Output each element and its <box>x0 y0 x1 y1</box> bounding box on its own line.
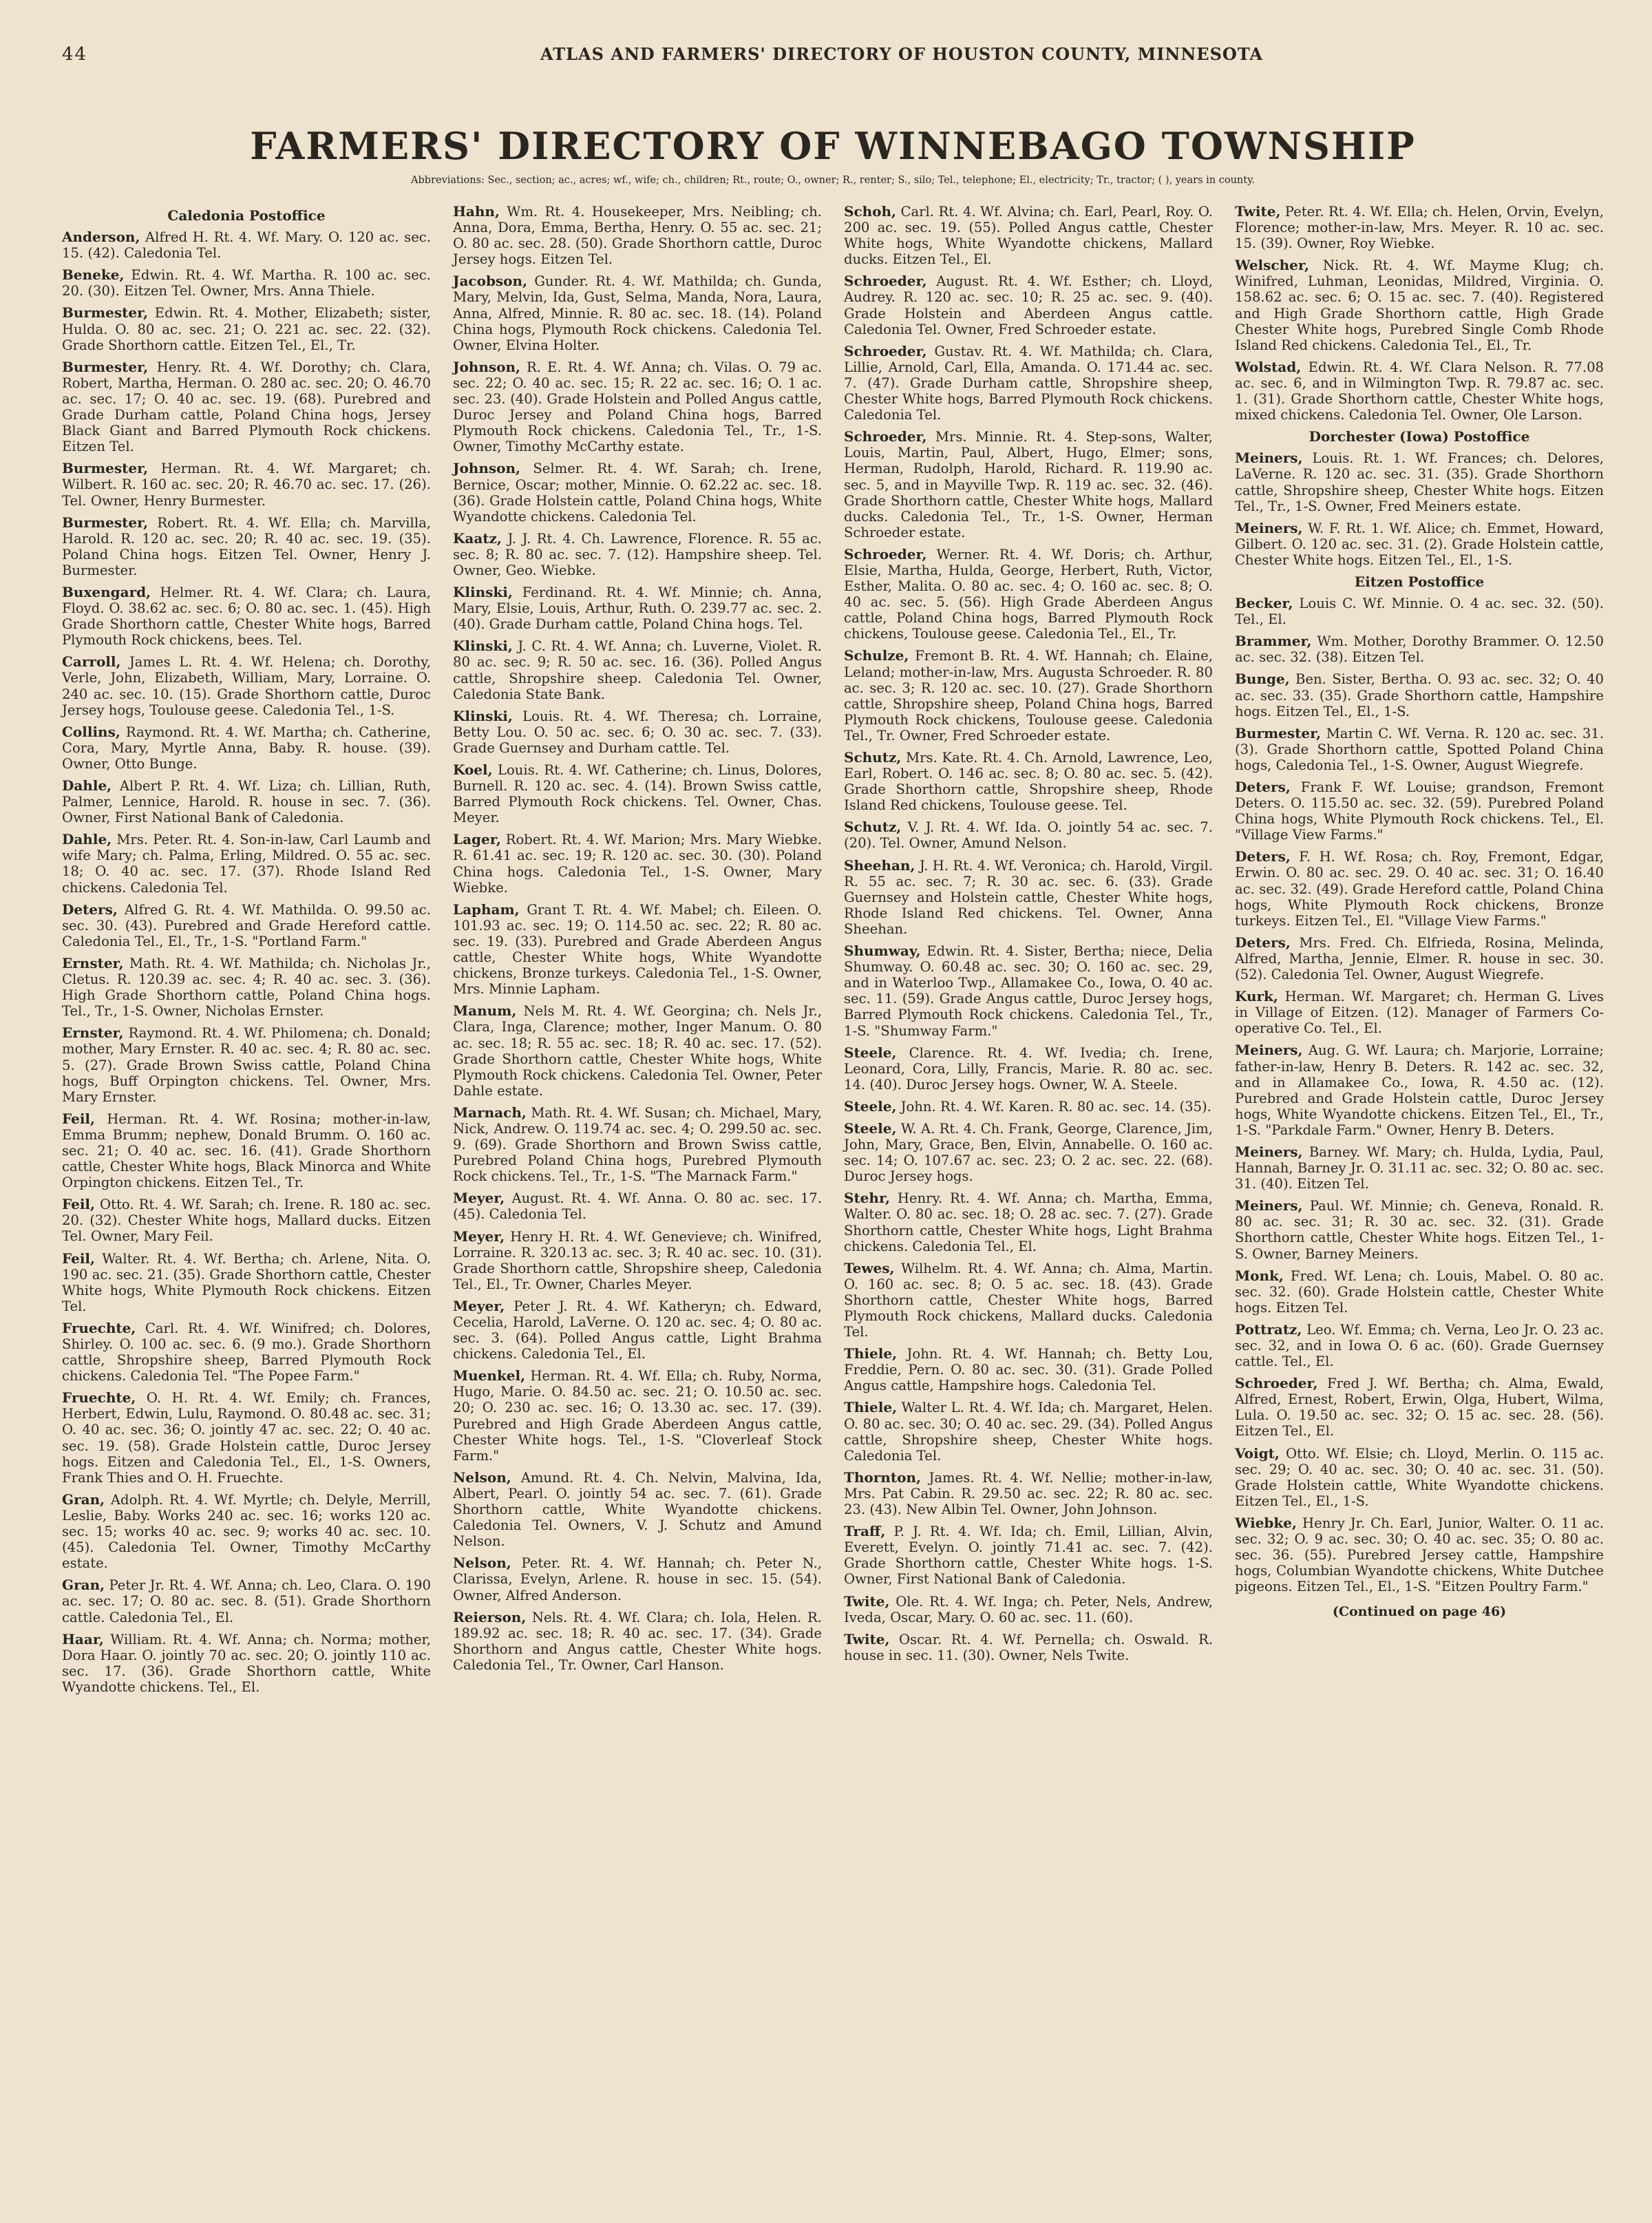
directory-entry <box>453 531 822 578</box>
entry-details: Barney. Wf. Mary; ch. Hulda, Lydia, Paul, Hannah, Barney Jr. O. 31.11 ac. sec. 32; O. 80 ac. sec. 31. (40). Eitzen Tel. <box>1235 1144 1604 1192</box>
entry-surname: Twite, <box>844 1630 890 1647</box>
entry-surname: Schroeder, <box>844 545 927 562</box>
entry-details: Edwin. Rt. 4. Sister, Bertha; niece, Delia Shumway. O. 60.48 ac. sec. 30; O. 160 ac. sec. 29, and in Waterloo Twp., Allamakee Co., Iowa, O. 40 ac. sec. 11. (59). Grade Angus cattle, Duroc Jersey hogs, Barred Plymouth Rock chickens. Caledonia Tel., Tr., 1-S. "Shumway Farm." <box>844 943 1213 1039</box>
directory-entry <box>453 584 822 632</box>
entry-details: F. H. Wf. Rosa; ch. Roy, Fremont, Edgar, Erwin. O. 80 ac. sec. 29. O. 40 ac. sec. 31; O. 16.40 ac. sec. 32. (49). Grade Hereford cattle, Poland China hogs, White Plymouth Rock chickens, Bronze turkeys. Eitzen Tel., El. "Village View Farms." <box>1235 849 1604 929</box>
entry-surname: Reierson, <box>453 1608 527 1625</box>
entry-surname: Lapham, <box>453 900 520 918</box>
directory-entry <box>62 1492 431 1571</box>
directory-entry <box>453 273 822 352</box>
postoffice-heading: Eitzen Postoffice <box>1354 573 1485 590</box>
directory-entry <box>1235 1515 1604 1594</box>
entry-surname: Meiners, <box>1235 1143 1303 1160</box>
entry-surname: Voigt, <box>1235 1444 1280 1462</box>
entry-details: Wilhelm. Rt. 4. Wf. Anna; ch. Alma, Martin. O. 160 ac. sec. 8; O. 5 ac. sec. 18. (43). Grade Shorthorn cattle, Chester White hogs, Barred Plymouth Rock chickens, Mallard ducks. Caledonia Tel. <box>844 1260 1213 1340</box>
entry-surname: Schoh, <box>844 203 897 220</box>
directory-entry <box>844 1346 1213 1393</box>
directory-entry <box>1235 1446 1604 1509</box>
entry-details: Herman. Rt. 4. Wf. Rosina; mother-in-law, Emma Brumm; nephew, Donald Brumm. O. 160 ac. sec. 21; O. 40 ac. sec. 16. (41). Grade Shorthorn cattle, Chester White hogs, Black Minorca and White Orpington chickens. Eitzen Tel., Tr. <box>62 1110 431 1191</box>
directory-entry <box>844 1099 1213 1115</box>
entry-details: Werner. Rt. 4. Wf. Doris; ch. Arthur, Elsie, Martha, Hulda, George, Herbert, Ruth, Victor, Esther, Malita. O. 80 ac. sec. 4; O. 160 ac. sec. 8; O. 40 ac. sec. 5. (56). High Grade Aberdeen Angus cattle, Poland China hogs, Barred Plymouth Rock chickens, Toulouse geese. Caledonia Tel., El., Tr. <box>844 546 1213 642</box>
running-header <box>62 34 1604 69</box>
directory-entry <box>62 1632 431 1695</box>
entry-surname: Wolstad, <box>1235 358 1302 375</box>
directory-entry <box>453 1368 822 1464</box>
entry-details: Mrs. Peter. Rt. 4. Son-in-law, Carl Laumb and wife Mary; ch. Palma, Erling, Mildred. O. 55 ac. sec. 18; O. 40 ac. sec. 17. (37). Rhode Island Red chickens. Caledonia Tel. <box>62 832 431 896</box>
directory-entry <box>844 1190 1213 1254</box>
entry-details: Mrs. Minnie. Rt. 4. Step-sons, Walter, Louis, Martin, Paul, Albert, Hugo, Elmer; sons, Herman, Rudolph, Harold, Richard. R. 119.90 ac. sec. 5, and in Mayville Twp. R. 119 ac. sec. 32. (46). Grade Shorthorn cattle, Chester White hogs, Mallard ducks. Caledonia Tel., Tr., 1-S. Owner, Herman Schroeder estate. <box>844 429 1213 540</box>
page-title: FARMERS' DIRECTORY OF WINNEBAGO TOWNSHIP <box>250 124 1416 168</box>
entry-surname: Ernster, <box>62 1024 124 1042</box>
entry-details: Clarence. Rt. 4. Wf. Ivedia; ch. Irene, Leonard, Cora, Lilly, Francis, Marie. R. 80 ac. sec. 14. (40). Duroc Jersey hogs. Owner, W. A. Steele. <box>844 1044 1213 1093</box>
postoffice-heading: Dorchester (Iowa) Postoffice <box>1309 428 1530 445</box>
entry-surname: Klinski, <box>453 638 513 655</box>
entry-details: W. F. Rt. 1. Wf. Alice; ch. Emmet, Howard, Gilbert. O. 120 ac. sec. 31. (2). Grade Holstein cattle, Chester White hogs. Eitzen Tel., El., 1-S. <box>1235 520 1604 568</box>
entry-details: Peter. Rt. 4. Wf. Ella; ch. Helen, Orvin, Evelyn, Florence; mother-in-law, Mrs. Meyer. R. 10 ac. sec. 15. (39). Owner, Roy Wiebke. <box>1235 204 1604 252</box>
entry-surname: Schroeder, <box>844 428 927 445</box>
entry-surname: Nelson, <box>453 1468 511 1486</box>
entry-details: Henry. Rt. 4. Wf. Anna; ch. Martha, Emma, Walter. O. 80 ac. sec. 18; O. 28 ac. sec. 7. (27). Grade Shorthorn cattle, Chester White hogs, Light Brahma chickens. Caledonia Tel., El. <box>844 1190 1213 1254</box>
entry-surname: Bunge, <box>1235 671 1290 688</box>
entry-surname: Beneke, <box>62 266 125 284</box>
entry-details: Raymond. Rt. 4. Wf. Martha; ch. Catherine, Cora, Mary, Myrtle Anna, Baby. R. house. (39). Owner, Otto Bunge. <box>62 724 431 772</box>
entry-details: Math. Rt. 4. Wf. Mathilda; ch. Nicholas Jr., Cletus. R. 120.39 ac. sec. 4; R. 40 ac. sec. 3. (36). High Grade Shorthorn cattle, Poland China hogs. Tel., Tr., 1-S. Owner, Nicholas Ernster. <box>62 955 431 1020</box>
entry-details: Louis. Rt. 4. Wf. Theresa; ch. Lorraine, Betty Lou. O. 50 ac. sec. 6; O. 30 ac. sec. 7. (33). Grade Guernsey and Durham cattle. Tel. <box>453 708 822 756</box>
entry-surname: Pottratz, <box>1235 1320 1302 1338</box>
directory-entry <box>844 1400 1213 1463</box>
directory-entry <box>62 778 431 825</box>
directory-entry <box>844 819 1213 851</box>
directory-entry <box>1235 935 1604 982</box>
entry-details: Fremont B. Rt. 4. Wf. Hannah; ch. Elaine, Leland; mother-in-law, Mrs. Augusta Schroeder. R. 80 ac. sec. 3; R. 120 ac. sec. 10. (27). Grade Shorthorn cattle, Shropshire sheep, Poland China hogs, Barred Plymouth Rock chickens, Toulouse geese. Caledonia Tel., Tr. Owner, Fred Schroeder estate. <box>844 648 1213 744</box>
directory-entry <box>1235 1144 1604 1192</box>
directory-entry <box>1235 633 1604 665</box>
entry-surname: Fruechte, <box>62 1319 136 1336</box>
entry-details: August. Rt. 4. Wf. Esther; ch. Lloyd, Audrey. R. 120 ac. sec. 10; R. 25 ac. sec. 9. (40). Grade Holstein and Aberdeen Angus cattle. Caledonia Tel. Owner, Fred Schroeder estate. <box>844 273 1213 337</box>
directory-entry <box>844 648 1213 744</box>
directory-entry <box>453 638 822 702</box>
entry-surname: Schutz, <box>844 749 902 766</box>
entry-surname: Tewes, <box>844 1259 895 1276</box>
entry-surname: Haar, <box>62 1630 104 1647</box>
entry-details: Selmer. Rt. 4. Wf. Sarah; ch. Irene, Bernice, Oscar; mother, Minnie. O. 62.22 ac. sec. 18. (36). Grade Holstein cattle, Poland China hogs, White Wyandotte chickens. Caledonia Tel. <box>453 461 822 525</box>
directory-entry <box>1235 1268 1604 1316</box>
entry-surname: Dahle, <box>62 831 112 848</box>
entry-surname: Hahn, <box>453 203 500 220</box>
entry-details: J. H. Rt. 4. Wf. Veronica; ch. Harold, Virgil. R. 55 ac. sec. 7; R. 30 ac. sec. 6. (33). Grade Guernsey and Holstein cattle, Chester White hogs, Rhode Island Red chickens. Tel. Owner, Anna Sheehan. <box>844 857 1213 937</box>
entry-details: Wm. Rt. 4. Housekeeper, Mrs. Neibling; ch. Anna, Dora, Emma, Bertha, Henry. O. 55 ac. sec. 21; O. 80 ac. sec. 28. (50). Grade Shorthorn cattle, Duroc Jersey hogs. Eitzen Tel. <box>453 204 822 268</box>
entry-details: Math. Rt. 4. Wf. Susan; ch. Michael, Mary, Nick, Andrew. O. 119.74 ac. sec. 4; O. 299.50 ac. sec. 9. (69). Grade Shorthorn and Brown Swiss cattle, Purebred Poland China hogs, Purebred Plymouth Rock chickens. Tel., Tr., 1-S. "The Marnack Farm." <box>453 1104 822 1185</box>
entry-surname: Schroeder, <box>844 342 927 359</box>
entry-details: J. C. Rt. 4. Wf. Anna; ch. Luverne, Violet. R. 80 ac. sec. 9; R. 50 ac. sec. 16. (36). Polled Angus cattle, Shropshire sheep. Caledonia Tel. Owner, Caledonia State Bank. <box>453 638 822 702</box>
entry-surname: Burmester, <box>62 460 149 477</box>
directory-entry <box>844 1121 1213 1184</box>
entry-surname: Collins, <box>62 723 120 740</box>
entry-details: Aug. G. Wf. Laura; ch. Marjorie, Lorraine; father-in-law, Henry B. Deters. R. 142 ac. sec. 32, and in Allamakee Co., Iowa, R. 4.50 ac. (12). Purebred and Grade Holstein cattle, Duroc Jersey hogs, White Wyandotte chickens. Eitzen Tel., El., Tr., 1-S. "Parkdale Farm." Owner, Henry B. Deters. <box>1235 1042 1604 1138</box>
entry-surname: Ernster, <box>62 954 124 971</box>
directory-entry <box>62 359 431 455</box>
entry-details: Fred J. Wf. Bertha; ch. Alma, Ewald, Alfred, Ernest, Robert, Erwin, Olga, Hubert, Wilma, Lula. O. 19.50 ac. sec. 32; O. 15 ac. sec. 28. (56). Eitzen Tel., El. <box>1235 1376 1604 1440</box>
entry-surname: Feil, <box>62 1110 95 1127</box>
entry-details: Ferdinand. Rt. 4. Wf. Minnie; ch. Anna, Mary, Elsie, Louis, Arthur, Ruth. O. 239.77 ac. sec. 2. (40). Grade Durham cattle, Poland China hogs. Tel. <box>453 584 822 633</box>
entry-surname: Twite, <box>844 1592 890 1610</box>
entry-surname: Deters, <box>62 900 118 918</box>
entry-details: Raymond. Rt. 4. Wf. Philomena; ch. Donald; mother, Mary Ernster. R. 40 ac. sec. 4; R. 80 ac. sec. 5. (27). Grade Brown Swiss cattle, Poland China hogs, Buff Orpington chickens. Tel. Owner, Mrs. Mary Ernster. <box>62 1025 431 1105</box>
directory-entry <box>453 359 822 455</box>
directory-entry <box>453 708 822 756</box>
entry-surname: Klinski, <box>453 584 513 601</box>
column-2 <box>453 204 822 1701</box>
entry-details: Louis. Rt. 1. Wf. Frances; ch. Delores, LaVerne. R. 120 ac. sec. 31. (35). Grade Shorthorn cattle, Shropshire sheep, Chester White hogs. Eitzen Tel., Tr., 1-S. Owner, Fred Meiners estate. <box>1235 450 1604 514</box>
entry-details: Alfred H. Rt. 4. Wf. Mary. O. 120 ac. sec. 15. (42). Caledonia Tel. <box>62 229 431 262</box>
entry-details: Mrs. Fred. Ch. Elfrieda, Rosina, Melinda, Alfred, Martha, Jennie, Elmer. R. house in sec. 30. (52). Caledonia Tel. Owner, August Wiegrefe. <box>1235 934 1604 983</box>
entry-surname: Brammer, <box>1235 633 1312 650</box>
entry-details: Amund. Rt. 4. Ch. Nelvin, Malvina, Ida, Albert, Pearl. O. jointly 54 ac. sec. 7. (61). Grade Shorthorn cattle, White Wyandotte chickens. Caledonia Tel. Owners, V. J. Schutz and Amund Nelson. <box>453 1469 822 1550</box>
entry-details: Albert P. Rt. 4. Wf. Liza; ch. Lillian, Ruth, Palmer, Lennice, Harold. R. house in sec. 7. (36). Owner, First National Bank of Caledonia. <box>62 778 431 826</box>
directory-entry <box>62 515 431 578</box>
entry-surname: Schutz, <box>844 819 902 836</box>
entry-details: J. J. Rt. 4. Ch. Lawrence, Florence. R. 55 ac. sec. 8; R. 80 ac. sec. 7. (12). Hampshire sheep. Tel. Owner, Geo. Wiebke. <box>453 530 822 578</box>
entry-details: Otto. Rt. 4. Wf. Sarah; ch. Irene. R. 180 ac. sec. 20. (32). Chester White hogs, Mallard ducks. Eitzen Tel. Owner, Mary Feil. <box>62 1197 431 1245</box>
entry-details: James L. Rt. 4. Wf. Helena; ch. Dorothy, Verle, John, Elizabeth, William, Mary, Lorraine. O. 240 ac. sec. 10. (15). Grade Shorthorn cattle, Duroc Jersey hogs, Toulouse geese. Caledonia Tel., 1-S. <box>62 654 431 718</box>
directory-entry <box>1235 671 1604 719</box>
entry-details: P. J. Rt. 4. Wf. Ida; ch. Emil, Lillian, Alvin, Everett, Evelyn. O. jointly 71.41 ac. sec. 7. (42). Grade Shorthorn cattle, Chester White hogs. 1-S. Owner, First National Bank of Caledonia. <box>844 1524 1213 1588</box>
entry-surname: Carroll, <box>62 653 121 671</box>
entry-surname: Lager, <box>453 831 501 848</box>
directory-entry <box>1235 779 1604 843</box>
entry-details: Henry. Rt. 4. Wf. Dorothy; ch. Clara, Robert, Martha, Herman. O. 280 ac. sec. 20; O. 46.70 ac. sec. 17; O. 40 ac. sec. 19. (68). Purebred and Grade Durham cattle, Poland China hogs, Jersey Black Giant and Barred Plymouth Rock chickens. Eitzen Tel. <box>62 359 431 455</box>
directory-entry <box>453 762 822 825</box>
directory-entry <box>62 654 431 717</box>
entry-surname: Shumway, <box>844 942 921 960</box>
entry-surname: Thornton, <box>844 1468 921 1486</box>
entry-details: Edwin. Rt. 4. Mother, Elizabeth; sister, Hulda. O. 80 ac. sec. 21; O. 221 ac. sec. 22. (32). Grade Shorthorn cattle. Eitzen Tel., El., Tr. <box>62 305 431 353</box>
entry-surname: Burmester, <box>62 304 149 322</box>
entry-surname: Koel, <box>453 761 493 778</box>
directory-entry <box>1235 520 1604 568</box>
atlas-title: ATLAS AND FARMERS' DIRECTORY OF HOUSTON COUNTY, MINNESOTA <box>540 44 1263 64</box>
directory-entry <box>453 1555 822 1603</box>
entry-details: Nels M. Rt. 4. Wf. Georgina; ch. Nels Jr., Clara, Inga, Clarence; mother, Inger Manum. O. 80 ac. sec. 18; R. 55 ac. sec. 18; R. 40 ac. sec. 17. (52). Grade Shorthorn cattle, Chester White hogs, White Plymouth Rock chickens. Caledonia Tel. Owner, Peter Dahle estate. <box>453 1003 822 1099</box>
entry-details: Edwin. Rt. 4. Wf. Clara Nelson. R. 77.08 ac. sec. 6, and in Wilmington Twp. R. 79.87 ac. sec. 1. (31). Grade Shorthorn cattle, Chester White hogs, mixed chickens. Caledonia Tel. Owner, Ole Larson. <box>1235 359 1604 423</box>
entry-details: Carl. Rt. 4. Wf. Alvina; ch. Earl, Pearl, Roy. O. 200 ac. sec. 19. (55). Polled Angus cattle, Chester White hogs, White Wyandotte chickens, Mallard ducks. Eitzen Tel., El. <box>844 204 1213 268</box>
entry-details: Walter. Rt. 4. Wf. Bertha; ch. Arlene, Nita. O. 190 ac. sec. 21. (35). Grade Shorthorn cattle, Chester White hogs, White Plymouth Rock chickens. Eitzen Tel. <box>62 1250 431 1314</box>
entry-details: Carl. Rt. 4. Wf. Winifred; ch. Dolores, Shirley. O. 100 ac. sec. 6. (9 mo.). Grade Shorthorn cattle, Shropshire sheep, Barred Plymouth Rock chickens. Caledonia Tel. "The Popee Farm." <box>62 1320 431 1384</box>
directory-entry <box>62 1577 431 1625</box>
directory-entry <box>844 858 1213 937</box>
entry-details: W. A. Rt. 4. Ch. Frank, George, Clarence, Jim, John, Mary, Grace, Ben, Elvin, Annabelle. O. 160 ac. sec. 14; O. 107.67 ac. sec. 23; O. 2 ac. sec. 22. (68). Duroc Jersey hogs. <box>844 1120 1213 1185</box>
entry-details: Mrs. Kate. Rt. 4. Ch. Arnold, Lawrence, Leo, Earl, Robert. O. 146 ac. sec. 8; O. 80 ac. sec. 5. (42). Grade Shorthorn cattle, Shropshire sheep, Rhode Island Red chickens, Toulouse geese. Tel. <box>844 750 1213 814</box>
directory-entry <box>844 344 1213 423</box>
directory-entry <box>453 1105 822 1184</box>
directory-entry <box>844 1045 1213 1093</box>
directory-entry <box>62 832 431 895</box>
entry-surname: Burmester, <box>62 358 149 375</box>
directory-entry <box>1235 989 1604 1036</box>
directory-entry <box>453 1229 822 1292</box>
entry-surname: Gran, <box>62 1490 105 1508</box>
directory-entry <box>453 204 822 267</box>
directory-entry <box>1235 1198 1604 1261</box>
directory-entry <box>453 1298 822 1362</box>
entry-surname: Meiners, <box>1235 1197 1303 1214</box>
entry-details: Henry Jr. Ch. Earl, Junior, Walter. O. 11 ac. sec. 32; O. 9 ac. sec. 30; O. 40 ac. sec. 35; O. 80 ac. sec. 36. (55). Purebred Jersey cattle, Hampshire hogs, Columbian Wyandotte chickens, White Dutchee pigeons. Eitzen Tel., El., 1-S. "Eitzen Poultry Farm." <box>1235 1515 1604 1595</box>
entry-surname: Meiners, <box>1235 1042 1303 1059</box>
directory-entry <box>62 1390 431 1486</box>
directory-entry <box>62 724 431 772</box>
directory-entry <box>62 461 431 508</box>
entry-details: John. Rt. 4. Wf. Hannah; ch. Betty Lou, Freddie, Pern. O. 80 ac. sec. 30. (31). Grade Polled Angus cattle, Hampshire hogs. Caledonia Tel. <box>844 1346 1213 1394</box>
directory-entry <box>453 461 822 524</box>
entry-surname: Schroeder, <box>844 273 927 290</box>
entry-surname: Anderson, <box>62 229 140 246</box>
entry-details: Walter L. Rt. 4. Wf. Ida; ch. Margaret, Helen. O. 80 ac. sec. 30; O. 40 ac. sec. 29. (34). Polled Angus cattle, Shropshire sheep, Chester White hogs. Caledonia Tel. <box>844 1400 1213 1464</box>
entry-surname: Meiners, <box>1235 519 1303 536</box>
entry-details: Leo. Wf. Emma; ch. Verna, Leo Jr. O. 23 ac. sec. 32, and in Iowa O. 6 ac. (60). Grade Guernsey cattle. Tel., El. <box>1235 1321 1604 1370</box>
directory-entry <box>1235 1042 1604 1138</box>
directory-entry <box>62 1197 431 1244</box>
directory-entry <box>844 1594 1213 1625</box>
entry-surname: Kurk, <box>1235 988 1278 1005</box>
postoffice-heading: Caledonia Postoffice <box>167 207 326 224</box>
directory-entry <box>62 956 431 1019</box>
entry-surname: Traff, <box>844 1523 886 1540</box>
entry-surname: Meyer, <box>453 1228 505 1245</box>
continued-note: (Continued on page 46) <box>1332 1604 1507 1620</box>
entry-details: Otto. Wf. Elsie; ch. Lloyd, Merlin. O. 115 ac. sec. 29; O. 40 ac. sec. 30; O. 40 ac. sec. 31. (50). Grade Holstein cattle, White Wyandotte chickens. Eitzen Tel., El., 1-S. <box>1235 1445 1604 1509</box>
entry-details: Helmer. Rt. 4. Wf. Clara; ch. Laura, Floyd. O. 38.62 ac. sec. 6; O. 80 ac. sec. 1. (45). High Grade Shorthorn cattle, Chester White hogs, Barred Plymouth Rock chickens, bees. Tel. <box>62 584 431 649</box>
entry-details: Louis. Rt. 4. Wf. Catherine; ch. Linus, Dolores, Burnell. R. 120 ac. sec. 4. (14). Brown Swiss cattle, Barred Plymouth Rock chickens. Tel. Owner, Chas. Meyer. <box>453 762 822 826</box>
directory-columns <box>62 204 1604 1701</box>
directory-entry <box>453 1610 822 1673</box>
entry-surname: Marnach, <box>453 1104 527 1121</box>
entry-surname: Deters, <box>1235 779 1291 795</box>
column-3 <box>844 204 1213 1701</box>
entry-surname: Steele, <box>844 1044 897 1061</box>
directory-entry <box>62 902 431 949</box>
column-1 <box>62 204 431 1701</box>
entry-surname: Becker, <box>1235 595 1293 612</box>
entry-surname: Johnson, <box>453 460 520 477</box>
directory-entry <box>453 1470 822 1549</box>
entry-details: John. Rt. 4. Wf. Karen. R. 80 ac. sec. 14. (35). <box>896 1098 1211 1115</box>
entry-surname: Gran, <box>62 1577 105 1594</box>
entry-details: Fred. Wf. Lena; ch. Louis, Mabel. O. 80 ac. sec. 32. (60). Grade Holstein cattle, Chester White hogs. Eitzen Tel. <box>1235 1267 1604 1316</box>
directory-entry <box>1235 596 1604 627</box>
directory-entry <box>1235 257 1604 353</box>
directory-entry <box>62 267 431 299</box>
entry-details: Robert. Rt. 4. Wf. Marion; Mrs. Mary Wiebke. R. 61.41 ac. sec. 19; R. 120 ac. sec. 30. (30). Poland China hogs. Caledonia Tel., 1-S. Owner, Mary Wiebke. <box>453 832 822 896</box>
entry-details: V. J. Rt. 4. Wf. Ida. O. jointly 54 ac. sec. 7. (20). Tel. Owner, Amund Nelson. <box>844 819 1213 852</box>
entry-details: Gunder. Rt. 4. Wf. Mathilda; ch. Gunda, Mary, Melvin, Ida, Gust, Selma, Manda, Nora, Laura, Anna, Alfred, Minnie. R. 80 ac. sec. 18. (14). Poland China hogs, Plymouth Rock chickens. Caledonia Tel. Owner, Elvina Holter. <box>453 273 822 353</box>
directory-entry <box>62 1320 431 1384</box>
directory-entry <box>1235 1322 1604 1369</box>
entry-details: Peter J. Rt. 4. Wf. Katheryn; ch. Edward, Cecelia, Harold, LaVerne. O. 120 ac. sec. 4; O. 80 ac. sec. 3. (64). Polled Angus cattle, Light Brahma chickens. Caledonia Tel., El. <box>453 1298 822 1362</box>
entry-surname: Schroeder, <box>1235 1375 1318 1392</box>
column-4 <box>1235 204 1604 1701</box>
entry-details: Adolph. Rt. 4. Wf. Myrtle; ch. Delyle, Merrill, Leslie, Baby. Works 240 ac. sec. 16; works 120 ac. sec. 15; works 40 ac. sec. 9; works 40 ac. sec. 10. (45). Caledonia Tel. Owner, Timothy McCarthy estate. <box>62 1491 431 1572</box>
directory-entry <box>844 750 1213 813</box>
directory-entry <box>844 547 1213 642</box>
entry-surname: Nelson, <box>453 1555 511 1572</box>
entry-details: Paul. Wf. Minnie; ch. Geneva, Ronald. R. 80 ac. sec. 31; R. 30 ac. sec. 32. (31). Grade Shorthorn cattle, Chester White hogs. Eitzen Tel., 1-S. Owner, Barney Meiners. <box>1235 1198 1604 1262</box>
entry-surname: Stehr, <box>844 1190 890 1207</box>
entry-surname: Meyer, <box>453 1190 505 1207</box>
entry-surname: Meiners, <box>1235 450 1303 467</box>
entry-details: Robert. Rt. 4. Wf. Ella; ch. Marvilla, Harold. R. 120 ac. sec. 20; R. 40 ac. sec. 19. (35). Poland China hogs. Eitzen Tel. Owner, Henry J. Burmester. <box>62 514 431 578</box>
entry-details: Herman. Rt. 4. Wf. Margaret; ch. Wilbert. R. 160 ac. sec. 20; R. 46.70 ac. sec. 17. (26). Tel. Owner, Henry Burmester. <box>62 461 431 509</box>
entry-surname: Feil, <box>62 1196 95 1213</box>
entry-surname: Schulze, <box>844 647 909 664</box>
directory-entry <box>1235 204 1604 251</box>
entry-details: Henry H. Rt. 4. Wf. Genevieve; ch. Winifred, Lorraine. R. 320.13 ac. sec. 3; R. 40 ac. sec. 10. (31). Grade Shorthorn cattle, Shropshire sheep, Caledonia Tel., El., Tr. Owner, Charles Meyer. <box>453 1228 822 1292</box>
entry-surname: Kaatz, <box>453 529 502 547</box>
directory-entry <box>453 902 822 998</box>
entry-details: Grant T. Rt. 4. Wf. Mabel; ch. Eileen. O. 101.93 ac. sec. 19; O. 114.50 ac. sec. 22; R. 80 ac. sec. 19. (33). Purebred and Grade Aberdeen Angus cattle, Chester White hogs, White Wyandotte chickens, Bronze turkeys. Caledonia Tel., 1-S. Owner, Mrs. Minnie Lapham. <box>453 901 822 998</box>
directory-entry <box>1235 726 1604 773</box>
entry-surname: Deters, <box>1235 934 1291 951</box>
directory-entry <box>453 1003 822 1099</box>
entry-details: O. H. Rt. 4. Wf. Emily; ch. Frances, Herbert, Edwin, Lulu, Raymond. O. 80.48 ac. sec. 31; O. 40 ac. sec. 36; O. jointly 47 ac. sec. 22; O. 40 ac. sec. 19. (58). Grade Holstein cattle, Duroc Jersey hogs. Eitzen and Caledonia Tel., El., 1-S. Owners, Frank Thies and O. H. Fruechte. <box>62 1390 431 1486</box>
directory-entry <box>844 204 1213 267</box>
directory-entry <box>844 1524 1213 1587</box>
page-number: 44 <box>62 44 88 65</box>
entry-details: Martin C. Wf. Verna. R. 120 ac. sec. 31. (3). Grade Shorthorn cattle, Spotted Poland China hogs, Caledonia Tel., 1-S. Owner, August Wiegrefe. <box>1235 725 1604 773</box>
entry-surname: Sheehan, <box>844 856 915 874</box>
directory-entry <box>62 1111 431 1190</box>
entry-details: Wm. Mother, Dorothy Brammer. O. 12.50 ac. sec. 32. (38). Eitzen Tel. <box>1235 633 1604 666</box>
entry-details: Edwin. Rt. 4. Wf. Martha. R. 100 ac. sec. 20. (30). Eitzen Tel. Owner, Mrs. Anna Thiele. <box>62 267 431 299</box>
entry-surname: Manum, <box>453 1002 517 1020</box>
directory-entry <box>62 584 431 648</box>
entry-surname: Buxengard, <box>62 583 151 600</box>
directory-entry <box>62 1251 431 1314</box>
directory-entry <box>844 429 1213 540</box>
entry-details: Nick. Rt. 4. Wf. Mayme Klug; ch. Winifred, Luhman, Leonidas, Mildred, Virginia. O. 158.62 ac. sec. 6; O. 15 ac. sec. 7. (40). Registered and High Grade Shorthorn cattle, High Grade Chester White hogs, Purebred Single Comb Rhode Island Red chickens. Caledonia Tel., El., Tr. <box>1235 257 1604 353</box>
entry-details: Alfred G. Rt. 4. Wf. Mathilda. O. 99.50 ac. sec. 30. (43). Purebred and Grade Hereford cattle. Caledonia Tel., El., Tr., 1-S. "Portland Farm." <box>62 901 431 949</box>
entry-surname: Klinski, <box>453 707 513 724</box>
entry-surname: Meyer, <box>453 1297 505 1314</box>
entry-surname: Feil, <box>62 1250 95 1267</box>
entry-details: R. E. Rt. 4. Wf. Anna; ch. Vilas. O. 79 ac. sec. 22; O. 40 ac. sec. 15; R. 22 ac. sec. 16; O. 1 ac. sec. 23. (40). Grade Holstein and Polled Angus cattle, Duroc Jersey and Poland China hogs, Barred Plymouth Rock chickens. Caledonia Tel., Tr., 1-S. Owner, Timothy McCarthy estate. <box>453 359 822 455</box>
entry-surname: Steele, <box>844 1097 897 1115</box>
entry-details: Ben. Sister, Bertha. O. 93 ac. sec. 32; O. 40 ac. sec. 33. (35). Grade Shorthorn cattle, Hampshire hogs. Eitzen Tel., El., 1-S. <box>1235 671 1604 719</box>
abbreviations-legend: Abbreviations: Sec., section; ac., acres; wf., wife; ch., children; Rt., route; O., owner; R., renter; S., silo; Tel., telephone; El., electricity; Tr., tractor; ( ), years in county. <box>411 175 1255 186</box>
directory-entry <box>1235 359 1604 423</box>
directory-entry <box>453 1190 822 1222</box>
entry-details: Peter. Rt. 4. Wf. Hannah; ch. Peter N., Clarissa, Evelyn, Arlene. R. house in sec. 15. (54). Owner, Alfred Anderson. <box>453 1555 822 1603</box>
entry-surname: Jacobson, <box>453 273 528 290</box>
directory-entry <box>1235 1376 1604 1439</box>
entry-details: Herman. Rt. 4. Wf. Ella; ch. Ruby, Norma, Hugo, Marie. O. 84.50 ac. sec. 21; O. 10.50 ac. sec. 20; O. 230 ac. sec. 16; O. 13.30 ac. sec. 17. (39). Purebred and High Grade Aberdeen Angus cattle, Chester White hogs. Tel., 1-S. "Cloverleaf Stock Farm." <box>453 1368 822 1464</box>
entry-surname: Welscher, <box>1235 257 1309 274</box>
directory-entry <box>1235 450 1604 514</box>
directory-entry <box>62 1025 431 1104</box>
entry-details: Oscar. Rt. 4. Wf. Pernella; ch. Oswald. R. house in sec. 11. (30). Owner, Nels Twite. <box>844 1631 1213 1663</box>
entry-surname: Fruechte, <box>62 1389 136 1407</box>
entry-surname: Johnson, <box>453 358 520 375</box>
directory-entry <box>1235 849 1604 928</box>
directory-entry <box>844 1632 1213 1663</box>
entry-details: Gustav. Rt. 4. Wf. Mathilda; ch. Clara, Lillie, Arnold, Carl, Ella, Amanda. O. 171.44 ac. sec. 7. (47). Grade Durham cattle, Shropshire sheep, Chester White hogs, Barred Plymouth Rock chickens. Caledonia Tel. <box>844 343 1213 423</box>
directory-entry <box>844 1470 1213 1517</box>
entry-surname: Monk, <box>1235 1267 1284 1284</box>
directory-entry <box>844 273 1213 337</box>
directory-entry <box>844 1261 1213 1340</box>
entry-details: Ole. Rt. 4. Wf. Inga; ch. Peter, Nels, Andrew, Iveda, Oscar, Mary. O. 60 ac. sec. 11. (60). <box>844 1593 1213 1625</box>
entry-surname: Wiebke, <box>1235 1514 1297 1531</box>
entry-details: August. Rt. 4. Wf. Anna. O. 80 ac. sec. 17. (45). Caledonia Tel. <box>453 1190 822 1223</box>
entry-surname: Burmester, <box>62 514 149 531</box>
directory-entry <box>62 305 431 352</box>
entry-surname: Muenkel, <box>453 1367 526 1384</box>
directory-entry <box>62 229 431 261</box>
entry-surname: Thiele, <box>844 1345 898 1362</box>
entry-details: James. Rt. 4. Wf. Nellie; mother-in-law, Mrs. Pat Cabin. R. 29.50 ac. sec. 22; R. 80 ac. sec. 23. (43). New Albin Tel. Owner, John Johnson. <box>844 1469 1213 1518</box>
entry-details: Nels. Rt. 4. Wf. Clara; ch. Iola, Helen. R. 189.92 ac. sec. 18; R. 40 ac. sec. 17. (34). Grade Shorthorn and Angus cattle, Chester White hogs. Caledonia Tel., Tr. Owner, Carl Hanson. <box>453 1609 822 1673</box>
entry-details: Frank F. Wf. Louise; grandson, Fremont Deters. O. 115.50 ac. sec. 32. (59). Purebred Poland China hogs, White Plymouth Rock chickens. Tel., El. "Village View Farms." <box>1235 779 1604 843</box>
directory-entry <box>844 943 1213 1039</box>
entry-details: Herman. Wf. Margaret; ch. Herman G. Lives in Village of Eitzen. (12). Manager of Farmers Co-operative Co. Tel., El. <box>1235 989 1604 1037</box>
entry-surname: Dahle, <box>62 777 112 794</box>
entry-surname: Steele, <box>844 1119 897 1137</box>
entry-surname: Twite, <box>1235 203 1281 220</box>
entry-surname: Deters, <box>1235 848 1291 865</box>
entry-details: Peter Jr. Rt. 4. Wf. Anna; ch. Leo, Clara. O. 190 ac. sec. 17; O. 80 ac. sec. 8. (51). Grade Shorthorn cattle. Caledonia Tel., El. <box>62 1577 431 1625</box>
directory-entry <box>453 832 822 895</box>
entry-details: William. Rt. 4. Wf. Anna; ch. Norma; mother, Dora Haar. O. jointly 70 ac. sec. 20; O. jointly 110 ac. sec. 17. (36). Grade Shorthorn cattle, White Wyandotte chickens. Tel., El. <box>62 1631 431 1695</box>
entry-surname: Thiele, <box>844 1399 898 1416</box>
entry-surname: Burmester, <box>1235 724 1322 741</box>
entry-details: Louis C. Wf. Minnie. O. 4 ac. sec. 32. (50). Tel., El. <box>1235 596 1604 628</box>
